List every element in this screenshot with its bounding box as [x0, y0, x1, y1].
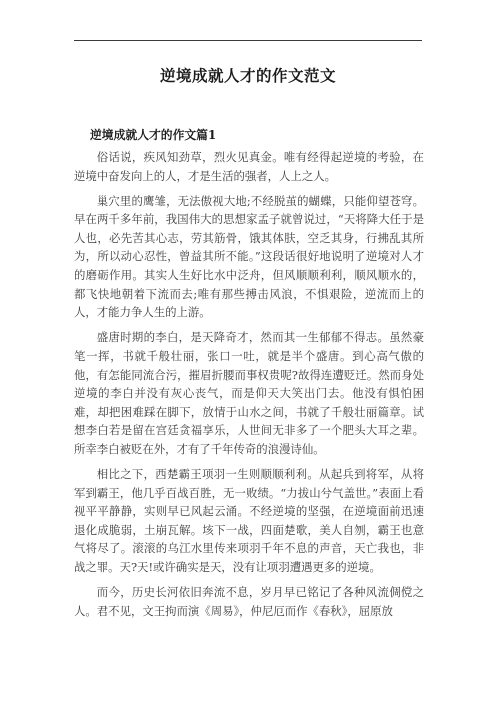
paragraph-3: 盛唐时期的李白，是天降奇才，然而其一生郁郁不得志。虽然豪笔一挥，书就千般壮丽，张口一吐，就是半个盛唐。到心高气傲的他，有怎能同流合污，摧眉折腰而事权贵呢?故得连遭贬迁。然而身处逆境的李白并没有灰心丧气，而是仰天大笑出门去。他没有惧怕困难，却把困难踩在脚下，放情于山水之间，书就了千般壮丽篇章。试想李白若是留在宫廷贪福享乐，人世间无非多了一个肥头大耳之辈。所幸李白被贬在外，才有了千年传奇的浪漫诗仙。 — [74, 330, 424, 456]
header-rule — [74, 40, 422, 41]
section-heading: 逆境成就人才的作文篇1 — [90, 128, 217, 142]
paragraph-5: 而今，历史长河依旧奔流不息，岁月早已铭记了各种风流倜傥之人。君不见，文王拘而演《周易》，仲尼厄而作《春秋》，屈原放 — [74, 585, 424, 618]
paragraph-1: 俗话说，疾风知劲草，烈火见真金。唯有经得起逆境的考验，在逆境中奋发向上的人，才是生活的强者，人上之人。 — [74, 150, 424, 183]
document-title: 逆境成就人才的作文范文 — [159, 66, 336, 85]
document-body — [74, 126, 424, 627]
paragraph-2: 巢穴里的鹰雏，无法傲视大地;不经脱茧的蝴蝶，只能仰望苍穹。早在两千多年前，我国伟大的思想家孟子就曾说过，“天将降大任于是人也，必先苦其心志，劳其筋骨，饿其体肤，空乏其身，行拂乱其所为，所以动心忍性，曾益其所不能。”这段话很好地说明了逆境对人才的磨砺作用。其实人生好比水中泛舟，但风顺顺利利，顺风顺水的，都飞快地朝着下流而去;唯有那些搏击风浪，不惧艰险，逆流而上的人，才能力争人生的上游。 — [74, 193, 424, 320]
paragraph-4: 相比之下，西楚霸王项羽一生则顺顺利利。从起兵到将军，从将军到霸王，他几乎百战百胜，无一败绩。“力拔山兮气盖世。”表面上看视平平静静，实则早已风起云涌。不经逆境的坚强，在逆境面前迅速退化成脆弱，土崩瓦解。垓下一战，四面楚歌，美人自刎，霸王也意气将尽了。滚滚的乌江水里传来项羽千年不息的声音，天亡我也，非战之罪。天?天!或许确实是天，没有让项羽遭遇更多的逆境。 — [74, 467, 424, 574]
